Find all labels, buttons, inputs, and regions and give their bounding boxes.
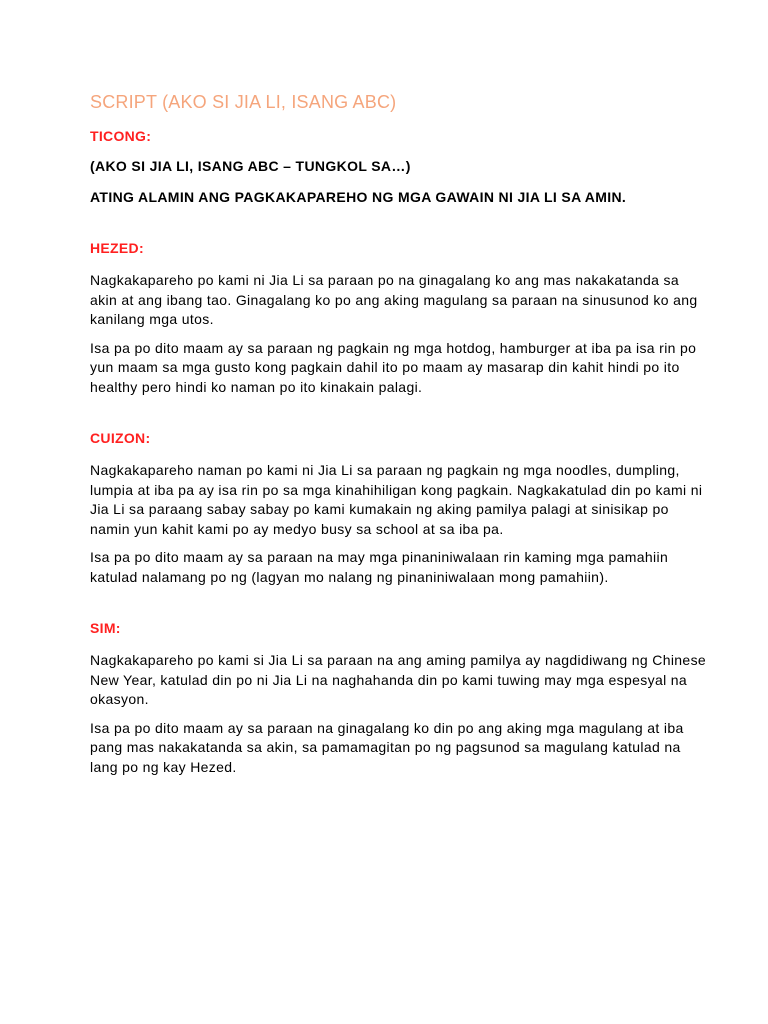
cuizon-paragraph-1: Nagkakapareho naman po kami ni Jia Li sa paraan ng pagkain ng mga noodles, dumpling, lumpia at iba pa ay isa rin po sa mga kinahihiligan kong pagkain. Nagkakatulad din po kami ni Jia Li sa paraang sabay sabay po kami kumakain ng aking pamilya palagi at sinisikap po namin yun kahit kami po ay medyo busy sa school at sa iba pa. <box>90 462 703 537</box>
sim-paragraph-1: Nagkakapareho po kami si Jia Li sa paraan na ang aming pamilya ay nagdidiwang ng Chinese New Year, katulad din po ni Jia Li na naghahanda din po kami tuwing may mga espesyal na okasyon. <box>90 652 707 707</box>
hezed-paragraph-1: Nagkakapareho po kami ni Jia Li sa paraan po na ginagalang ko ang mas nakakatanda sa akin at ang ibang tao. Ginagalang ko po ang aking magulang sa paraan na sinusunod ko ang kanilang mga utos. <box>90 272 698 327</box>
document-title: SCRIPT (AKO SI JIA LI, ISANG ABC) <box>90 92 397 112</box>
section-ticong <box>90 128 708 207</box>
ticong-line-1: (AKO SI JIA LI, ISANG ABC – TUNGKOL SA…) <box>90 158 411 174</box>
section-hezed <box>90 240 708 397</box>
cuizon-paragraph-2: Isa pa po dito maam ay sa paraan na may mga pinaniniwalaan rin kaming mga pamahiin katulad nalamang po ng (lagyan mo nalang ng pinaniniwalaan mong pamahiin). <box>90 549 669 585</box>
sim-paragraph-2: Isa pa po dito maam ay sa paraan na ginagalang ko din po ang aking mga magulang at iba pang mas nakakatanda sa akin, sa pamamagitan po ng pagsunod sa magulang katulad na lang po ng kay Hezed. <box>90 719 684 775</box>
speaker-name-hezed: HEZED: <box>90 240 144 256</box>
hezed-paragraph-2: Isa pa po dito maam ay sa paraan ng pagkain ng mga hotdog, hamburger at iba pa isa rin po yun maam sa mga gusto kong pagkain dahil ito po maam ay masarap din kahit hindi po ito healthy pero hindi ko naman po ito kinakain palagi. <box>90 339 697 395</box>
speaker-name-cuizon: CUIZON: <box>90 430 151 446</box>
ticong-line-2: ATING ALAMIN ANG PAGKAKAPAREHO NG MGA GAWAIN NI JIA LI SA AMIN. <box>90 188 627 205</box>
speaker-name-ticong: TICONG: <box>90 128 152 144</box>
speaker-name-sim: SIM: <box>90 620 121 636</box>
section-sim <box>90 620 708 777</box>
section-cuizon <box>90 430 708 587</box>
